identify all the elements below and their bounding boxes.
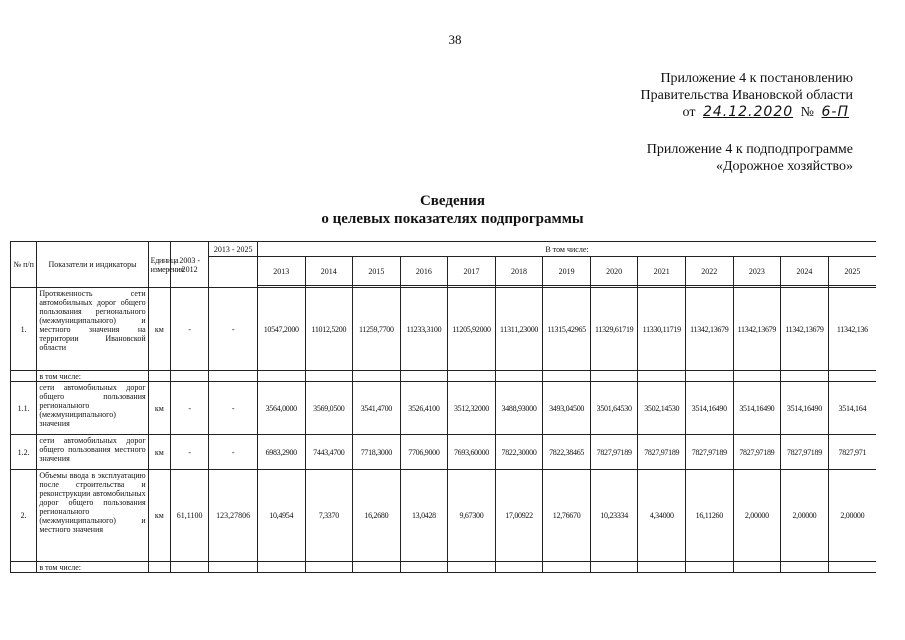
header-year: 2016 [400,257,448,286]
cell-value: 3512,32000 [448,382,496,435]
header-unit: Единица измерения [148,242,170,288]
header-year: 2021 [638,257,686,286]
cell-value: 11342,13679 [781,288,829,371]
header-indicator: Показатели и индикаторы [37,242,148,288]
row-period-1: 61,1100 [170,470,208,562]
header-period-1: 2003 - 2012 [170,242,208,288]
row-unit: км [148,435,170,470]
cell-value: 11012,5200 [305,288,353,371]
row-period-2: - [209,382,258,435]
cell-value: 7443,4700 [305,435,353,470]
table-row [11,562,877,573]
cell-value: 2,00000 [733,470,781,562]
row-unit: км [148,382,170,435]
appendix-line-1: Приложение 4 к постановлению [660,71,853,86]
cell-value: 4,34000 [638,470,686,562]
cell-value: 3526,4100 [400,382,448,435]
from-label: от [682,105,696,120]
cell-value: 3493,04500 [543,382,591,435]
header-year: 2019 [543,257,591,286]
cell-value: 9,67300 [448,470,496,562]
row-indicator: Объемы ввода в эксплуатацию после строительства и реконструкции автомобильных дорог общего пользования регионального (межмуниципального) и местного значения [37,470,148,562]
header-year: 2017 [448,257,496,286]
cell-value: 11233,3100 [400,288,448,371]
row-subheading: в том числе: [37,371,148,382]
indicators-table [10,241,876,573]
row-subheading: в том числе: [37,562,148,573]
cell-value: 7822,30000 [495,435,543,470]
subprogram-line-2: «Дорожное хозяйство» [715,159,853,174]
title-line-2: о целевых показателях подпрограммы [321,211,584,227]
row-indicator: Протяженность сети автомобильных дорог общего пользования регионального (межмуниципального) и местного значения на территории Ивановской области [37,288,148,371]
cell-value: 11330,11719 [638,288,686,371]
appendix-line-3 [493,104,853,121]
row-period-2: 123,27806 [209,470,258,562]
cell-value: 7,3370 [305,470,353,562]
cell-value: 3541,4700 [353,382,401,435]
cell-value: 3514,164 [828,382,876,435]
row-unit: км [148,470,170,562]
table-row [11,470,877,562]
row-period-2: - [209,435,258,470]
cell-value: 3488,93000 [495,382,543,435]
cell-value: 2,00000 [828,470,876,562]
cell-value: 3564,0000 [257,382,305,435]
table-row [11,435,877,470]
document-title [0,192,905,228]
cell-value: 7827,97189 [686,435,734,470]
cell-value: 3569,0500 [305,382,353,435]
table-row [11,288,877,371]
row-number: 1. [11,288,37,371]
cell-value: 10,4954 [257,470,305,562]
subprogram-block [493,141,853,175]
row-period-1: - [170,288,208,371]
row-period-2: - [209,288,258,371]
cell-value: 3502,14530 [638,382,686,435]
cell-value: 3514,16490 [781,382,829,435]
row-period-1: - [170,382,208,435]
header-year: 2023 [733,257,781,286]
cell-value: 3501,64530 [590,382,638,435]
cell-value: 6983,2900 [257,435,305,470]
cell-value: 7827,971 [828,435,876,470]
header-year: 2020 [590,257,638,286]
row-period-1: - [170,435,208,470]
cell-value: 7827,97189 [638,435,686,470]
row-indicator: сети автомобильных дорог общего пользования местного значения [37,435,148,470]
table-row [11,371,877,382]
appendix-block [493,70,853,121]
row-indicator: сети автомобильных дорог общего пользования регионального (межмуниципального) значения [37,382,148,435]
header-year: 2025 [828,257,876,286]
cell-value: 11342,13679 [733,288,781,371]
cell-value: 16,2680 [353,470,401,562]
appendix-line-2: Правительства Ивановской области [640,88,853,103]
row-number: 2. [11,470,37,562]
cell-value: 11205,92000 [448,288,496,371]
cell-value: 13,0428 [400,470,448,562]
table-row [11,382,877,435]
cell-value: 17,00922 [495,470,543,562]
number-label: № [800,105,814,120]
title-line-1: Сведения [419,193,486,209]
cell-value: 11315,42965 [543,288,591,371]
cell-value: 11342,13679 [686,288,734,371]
header-year: 2018 [495,257,543,286]
cell-value: 12,76670 [543,470,591,562]
header-year: 2015 [353,257,401,286]
header-year: 2022 [686,257,734,286]
subprogram-line-1: Приложение 4 к подподпрограмме [646,142,853,157]
page-number: 38 [448,32,462,47]
cell-value: 7827,97189 [733,435,781,470]
handwritten-date: 24.12.2020 [702,104,794,120]
cell-value: 7706,9000 [400,435,448,470]
header-period-2: 2013 - 2025 [209,242,258,257]
header-year: 2014 [305,257,353,286]
cell-value: 7693,60000 [448,435,496,470]
cell-value: 3514,16490 [686,382,734,435]
cell-value: 11329,61719 [590,288,638,371]
cell-value: 2,00000 [781,470,829,562]
cell-value: 10547,2000 [257,288,305,371]
handwritten-number: 6-П [821,104,849,120]
cell-value: 3514,16490 [733,382,781,435]
cell-value: 7827,97189 [781,435,829,470]
header-year: 2024 [781,257,829,286]
header-no: № п/п [11,242,37,288]
cell-value: 11311,23000 [495,288,543,371]
header-year: 2013 [257,257,305,286]
cell-value: 7827,97189 [590,435,638,470]
cell-value: 11342,136 [828,288,876,371]
cell-value: 7718,3000 [353,435,401,470]
cell-value: 10,23334 [590,470,638,562]
row-number: 1.1. [11,382,37,435]
row-unit: км [148,288,170,371]
cell-value: 11259,7700 [353,288,401,371]
cell-value: 16,11260 [686,470,734,562]
header-including: В том числе: [257,242,876,257]
cell-value: 7822,38465 [543,435,591,470]
row-number: 1.2. [11,435,37,470]
